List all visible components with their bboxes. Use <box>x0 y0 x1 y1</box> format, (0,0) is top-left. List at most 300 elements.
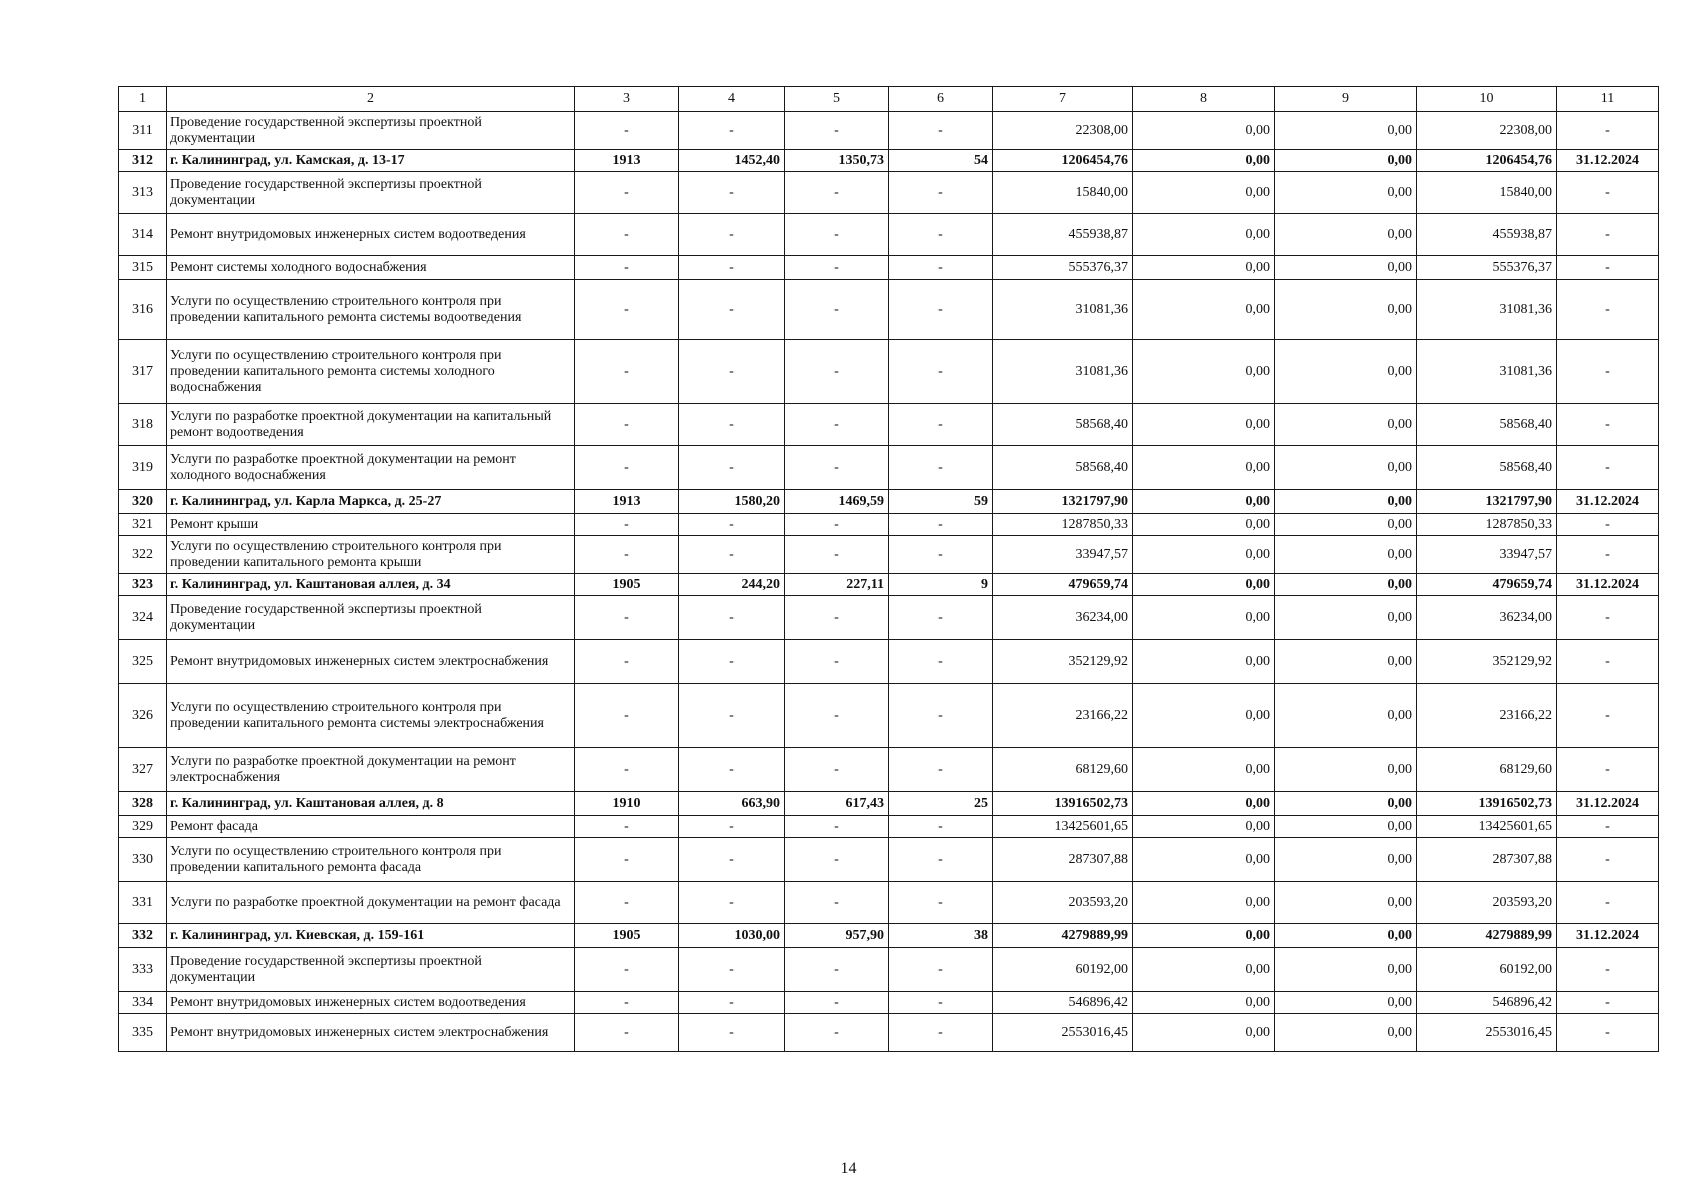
cost-total-cell: 22308,00 <box>993 112 1133 150</box>
cost-owners-cell: 1321797,90 <box>1417 490 1557 514</box>
year-cell: - <box>575 640 679 684</box>
cost-owners-cell: 15840,00 <box>1417 172 1557 214</box>
year-cell: - <box>575 112 679 150</box>
cost-owners-cell: 203593,20 <box>1417 882 1557 924</box>
residents-count-cell: - <box>889 596 993 640</box>
cost-other-cell: 0,00 <box>1275 340 1417 404</box>
cost-total-cell: 60192,00 <box>993 948 1133 992</box>
cost-total-cell: 31081,36 <box>993 340 1133 404</box>
cost-owners-cell: 23166,22 <box>1417 684 1557 748</box>
area-total-cell: - <box>679 748 785 792</box>
cost-total-cell: 58568,40 <box>993 404 1133 446</box>
area-total-cell: - <box>679 280 785 340</box>
residents-count-cell: - <box>889 816 993 838</box>
table-row <box>119 882 1659 924</box>
row-number-cell: 330 <box>119 838 167 882</box>
area-living-cell: 227,11 <box>785 574 889 596</box>
deadline-cell: - <box>1557 640 1659 684</box>
deadline-cell: - <box>1557 340 1659 404</box>
cost-owners-cell: 1287850,33 <box>1417 514 1557 536</box>
residents-count-cell: - <box>889 514 993 536</box>
residents-count-cell: 38 <box>889 924 993 948</box>
year-cell: - <box>575 536 679 574</box>
cost-other-cell: 0,00 <box>1275 150 1417 172</box>
area-living-cell: 617,43 <box>785 792 889 816</box>
residents-count-cell: - <box>889 214 993 256</box>
residents-count-cell: 54 <box>889 150 993 172</box>
cost-fund-cell: 0,00 <box>1133 172 1275 214</box>
cost-total-cell: 68129,60 <box>993 748 1133 792</box>
column-header: 4 <box>679 87 785 112</box>
cost-owners-cell: 22308,00 <box>1417 112 1557 150</box>
area-living-cell: 1469,59 <box>785 490 889 514</box>
cost-fund-cell: 0,00 <box>1133 446 1275 490</box>
cost-fund-cell: 0,00 <box>1133 748 1275 792</box>
address-row <box>119 150 1659 172</box>
cost-owners-cell: 13916502,73 <box>1417 792 1557 816</box>
deadline-cell: - <box>1557 514 1659 536</box>
cost-fund-cell: 0,00 <box>1133 992 1275 1014</box>
row-number-cell: 324 <box>119 596 167 640</box>
table-row <box>119 214 1659 256</box>
work-description-cell: г. Калининград, ул. Камская, д. 13-17 <box>167 150 575 172</box>
work-description-cell: г. Калининград, ул. Каштановая аллея, д. 8 <box>167 792 575 816</box>
row-number-cell: 321 <box>119 514 167 536</box>
row-number-cell: 311 <box>119 112 167 150</box>
cost-fund-cell: 0,00 <box>1133 792 1275 816</box>
cost-owners-cell: 33947,57 <box>1417 536 1557 574</box>
cost-owners-cell: 352129,92 <box>1417 640 1557 684</box>
cost-total-cell: 36234,00 <box>993 596 1133 640</box>
row-number-cell: 323 <box>119 574 167 596</box>
residents-count-cell: - <box>889 446 993 490</box>
year-cell: - <box>575 256 679 280</box>
work-description-cell: Ремонт внутридомовых инженерных систем электроснабжения <box>167 1014 575 1052</box>
work-description-cell: Ремонт внутридомовых инженерных систем водоотведения <box>167 214 575 256</box>
cost-other-cell: 0,00 <box>1275 404 1417 446</box>
deadline-cell: - <box>1557 992 1659 1014</box>
area-living-cell: - <box>785 404 889 446</box>
cost-fund-cell: 0,00 <box>1133 112 1275 150</box>
year-cell: - <box>575 446 679 490</box>
cost-fund-cell: 0,00 <box>1133 214 1275 256</box>
residents-count-cell: - <box>889 256 993 280</box>
area-total-cell: 244,20 <box>679 574 785 596</box>
deadline-cell: 31.12.2024 <box>1557 490 1659 514</box>
table-row <box>119 816 1659 838</box>
cost-other-cell: 0,00 <box>1275 490 1417 514</box>
area-living-cell: - <box>785 596 889 640</box>
residents-count-cell: - <box>889 340 993 404</box>
area-total-cell: - <box>679 684 785 748</box>
area-total-cell: 1452,40 <box>679 150 785 172</box>
area-total-cell: - <box>679 256 785 280</box>
work-description-cell: Ремонт крыши <box>167 514 575 536</box>
register-table <box>118 86 1659 1052</box>
table-row <box>119 1014 1659 1052</box>
deadline-cell: - <box>1557 404 1659 446</box>
table-row <box>119 992 1659 1014</box>
cost-total-cell: 13425601,65 <box>993 816 1133 838</box>
area-total-cell: - <box>679 172 785 214</box>
cost-fund-cell: 0,00 <box>1133 256 1275 280</box>
cost-fund-cell: 0,00 <box>1133 150 1275 172</box>
row-number-cell: 316 <box>119 280 167 340</box>
deadline-cell: 31.12.2024 <box>1557 574 1659 596</box>
cost-other-cell: 0,00 <box>1275 640 1417 684</box>
address-row <box>119 924 1659 948</box>
area-total-cell: - <box>679 948 785 992</box>
row-number-cell: 333 <box>119 948 167 992</box>
residents-count-cell: - <box>889 748 993 792</box>
deadline-cell: 31.12.2024 <box>1557 792 1659 816</box>
table-row <box>119 536 1659 574</box>
row-number-cell: 312 <box>119 150 167 172</box>
residents-count-cell: - <box>889 882 993 924</box>
table-row <box>119 446 1659 490</box>
area-total-cell: - <box>679 404 785 446</box>
table-row <box>119 172 1659 214</box>
area-total-cell: - <box>679 816 785 838</box>
cost-owners-cell: 60192,00 <box>1417 948 1557 992</box>
cost-total-cell: 1287850,33 <box>993 514 1133 536</box>
row-number-cell: 314 <box>119 214 167 256</box>
cost-other-cell: 0,00 <box>1275 536 1417 574</box>
cost-fund-cell: 0,00 <box>1133 536 1275 574</box>
cost-total-cell: 4279889,99 <box>993 924 1133 948</box>
area-living-cell: - <box>785 514 889 536</box>
cost-fund-cell: 0,00 <box>1133 684 1275 748</box>
cost-total-cell: 2553016,45 <box>993 1014 1133 1052</box>
work-description-cell: Услуги по разработке проектной документации на ремонт электроснабжения <box>167 748 575 792</box>
deadline-cell: - <box>1557 948 1659 992</box>
row-number-cell: 317 <box>119 340 167 404</box>
year-cell: - <box>575 748 679 792</box>
work-description-cell: Ремонт внутридомовых инженерных систем водоотведения <box>167 992 575 1014</box>
cost-fund-cell: 0,00 <box>1133 574 1275 596</box>
work-description-cell: Услуги по разработке проектной документации на ремонт холодного водоснабжения <box>167 446 575 490</box>
row-number-cell: 325 <box>119 640 167 684</box>
area-total-cell: - <box>679 640 785 684</box>
cost-other-cell: 0,00 <box>1275 574 1417 596</box>
area-living-cell: - <box>785 838 889 882</box>
deadline-cell: - <box>1557 684 1659 748</box>
work-description-cell: Услуги по осуществлению строительного контроля при проведении капитального ремонта фасада <box>167 838 575 882</box>
row-number-cell: 328 <box>119 792 167 816</box>
cost-fund-cell: 0,00 <box>1133 340 1275 404</box>
area-total-cell: - <box>679 340 785 404</box>
cost-owners-cell: 1206454,76 <box>1417 150 1557 172</box>
area-living-cell: - <box>785 992 889 1014</box>
cost-other-cell: 0,00 <box>1275 514 1417 536</box>
cost-other-cell: 0,00 <box>1275 596 1417 640</box>
residents-count-cell: - <box>889 684 993 748</box>
address-row <box>119 490 1659 514</box>
column-header: 11 <box>1557 87 1659 112</box>
cost-total-cell: 479659,74 <box>993 574 1133 596</box>
cost-owners-cell: 555376,37 <box>1417 256 1557 280</box>
work-description-cell: г. Калининград, ул. Киевская, д. 159-161 <box>167 924 575 948</box>
area-living-cell: - <box>785 948 889 992</box>
year-cell: - <box>575 684 679 748</box>
cost-fund-cell: 0,00 <box>1133 280 1275 340</box>
work-description-cell: Проведение государственной экспертизы проектной документации <box>167 112 575 150</box>
cost-fund-cell: 0,00 <box>1133 596 1275 640</box>
work-description-cell: г. Калининград, ул. Карла Маркса, д. 25-27 <box>167 490 575 514</box>
area-total-cell: - <box>679 596 785 640</box>
residents-count-cell: - <box>889 172 993 214</box>
row-number-cell: 335 <box>119 1014 167 1052</box>
year-cell: 1910 <box>575 792 679 816</box>
cost-fund-cell: 0,00 <box>1133 640 1275 684</box>
area-total-cell: - <box>679 838 785 882</box>
table-row <box>119 838 1659 882</box>
address-row <box>119 574 1659 596</box>
table-row <box>119 514 1659 536</box>
residents-count-cell: - <box>889 640 993 684</box>
work-description-cell: Услуги по разработке проектной документации на капитальный ремонт водоотведения <box>167 404 575 446</box>
column-header: 1 <box>119 87 167 112</box>
cost-owners-cell: 455938,87 <box>1417 214 1557 256</box>
table-row <box>119 640 1659 684</box>
area-living-cell: - <box>785 340 889 404</box>
residents-count-cell: - <box>889 838 993 882</box>
column-header: 6 <box>889 87 993 112</box>
year-cell: - <box>575 172 679 214</box>
year-cell: - <box>575 340 679 404</box>
cost-owners-cell: 4279889,99 <box>1417 924 1557 948</box>
cost-other-cell: 0,00 <box>1275 882 1417 924</box>
cost-other-cell: 0,00 <box>1275 924 1417 948</box>
deadline-cell: 31.12.2024 <box>1557 924 1659 948</box>
deadline-cell: - <box>1557 536 1659 574</box>
column-header: 10 <box>1417 87 1557 112</box>
residents-count-cell: - <box>889 280 993 340</box>
column-header: 8 <box>1133 87 1275 112</box>
area-living-cell: - <box>785 1014 889 1052</box>
row-number-cell: 329 <box>119 816 167 838</box>
row-number-cell: 334 <box>119 992 167 1014</box>
cost-total-cell: 15840,00 <box>993 172 1133 214</box>
year-cell: - <box>575 1014 679 1052</box>
area-total-cell: - <box>679 112 785 150</box>
deadline-cell: - <box>1557 748 1659 792</box>
deadline-cell: - <box>1557 596 1659 640</box>
cost-total-cell: 455938,87 <box>993 214 1133 256</box>
residents-count-cell: - <box>889 112 993 150</box>
deadline-cell: - <box>1557 446 1659 490</box>
column-number-header-row <box>119 87 1659 112</box>
row-number-cell: 322 <box>119 536 167 574</box>
table-row <box>119 280 1659 340</box>
work-description-cell: Услуги по разработке проектной документации на ремонт фасада <box>167 882 575 924</box>
work-description-cell: Услуги по осуществлению строительного контроля при проведении капитального ремонта системы холодного водоснабжения <box>167 340 575 404</box>
work-description-cell: Ремонт внутридомовых инженерных систем электроснабжения <box>167 640 575 684</box>
cost-fund-cell: 0,00 <box>1133 882 1275 924</box>
table-row <box>119 748 1659 792</box>
area-total-cell: - <box>679 446 785 490</box>
area-living-cell: 957,90 <box>785 924 889 948</box>
row-number-cell: 318 <box>119 404 167 446</box>
row-number-cell: 326 <box>119 684 167 748</box>
cost-owners-cell: 31081,36 <box>1417 340 1557 404</box>
area-living-cell: - <box>785 640 889 684</box>
area-total-cell: - <box>679 1014 785 1052</box>
table-row <box>119 948 1659 992</box>
table-row <box>119 340 1659 404</box>
year-cell: 1905 <box>575 924 679 948</box>
deadline-cell: - <box>1557 172 1659 214</box>
year-cell: - <box>575 280 679 340</box>
deadline-cell: - <box>1557 214 1659 256</box>
cost-other-cell: 0,00 <box>1275 948 1417 992</box>
page-number: 14 <box>840 1160 857 1177</box>
work-description-cell: Услуги по осуществлению строительного контроля при проведении капитального ремонта системы электроснабжения <box>167 684 575 748</box>
area-living-cell: - <box>785 112 889 150</box>
year-cell: - <box>575 992 679 1014</box>
cost-total-cell: 203593,20 <box>993 882 1133 924</box>
residents-count-cell: - <box>889 404 993 446</box>
cost-owners-cell: 2553016,45 <box>1417 1014 1557 1052</box>
cost-other-cell: 0,00 <box>1275 748 1417 792</box>
cost-fund-cell: 0,00 <box>1133 816 1275 838</box>
year-cell: - <box>575 838 679 882</box>
table-row <box>119 256 1659 280</box>
work-description-cell: Ремонт фасада <box>167 816 575 838</box>
cost-total-cell: 23166,22 <box>993 684 1133 748</box>
column-header: 9 <box>1275 87 1417 112</box>
residents-count-cell: 59 <box>889 490 993 514</box>
cost-fund-cell: 0,00 <box>1133 838 1275 882</box>
table-row <box>119 596 1659 640</box>
work-description-cell: Проведение государственной экспертизы проектной документации <box>167 948 575 992</box>
deadline-cell: - <box>1557 816 1659 838</box>
cost-other-cell: 0,00 <box>1275 792 1417 816</box>
register-table-container <box>118 86 1658 1052</box>
cost-fund-cell: 0,00 <box>1133 514 1275 536</box>
cost-total-cell: 555376,37 <box>993 256 1133 280</box>
year-cell: - <box>575 596 679 640</box>
year-cell: - <box>575 404 679 446</box>
cost-total-cell: 1206454,76 <box>993 150 1133 172</box>
cost-other-cell: 0,00 <box>1275 214 1417 256</box>
row-number-cell: 332 <box>119 924 167 948</box>
work-description-cell: Ремонт системы холодного водоснабжения <box>167 256 575 280</box>
cost-total-cell: 13916502,73 <box>993 792 1133 816</box>
residents-count-cell: 9 <box>889 574 993 596</box>
residents-count-cell: - <box>889 992 993 1014</box>
area-total-cell: - <box>679 214 785 256</box>
deadline-cell: - <box>1557 256 1659 280</box>
year-cell: - <box>575 816 679 838</box>
area-total-cell: 1030,00 <box>679 924 785 948</box>
area-living-cell: - <box>785 684 889 748</box>
cost-other-cell: 0,00 <box>1275 280 1417 340</box>
column-header: 3 <box>575 87 679 112</box>
area-living-cell: - <box>785 172 889 214</box>
year-cell: 1905 <box>575 574 679 596</box>
cost-other-cell: 0,00 <box>1275 992 1417 1014</box>
area-total-cell: 1580,20 <box>679 490 785 514</box>
deadline-cell: - <box>1557 1014 1659 1052</box>
deadline-cell: - <box>1557 838 1659 882</box>
residents-count-cell: - <box>889 536 993 574</box>
column-header: 7 <box>993 87 1133 112</box>
cost-owners-cell: 479659,74 <box>1417 574 1557 596</box>
cost-total-cell: 352129,92 <box>993 640 1133 684</box>
area-living-cell: - <box>785 816 889 838</box>
work-description-cell: Услуги по осуществлению строительного контроля при проведении капитального ремонта системы водоотведения <box>167 280 575 340</box>
year-cell: 1913 <box>575 150 679 172</box>
column-header: 5 <box>785 87 889 112</box>
area-living-cell: - <box>785 536 889 574</box>
area-living-cell: 1350,73 <box>785 150 889 172</box>
cost-other-cell: 0,00 <box>1275 838 1417 882</box>
row-number-cell: 327 <box>119 748 167 792</box>
row-number-cell: 315 <box>119 256 167 280</box>
area-total-cell: - <box>679 882 785 924</box>
area-living-cell: - <box>785 214 889 256</box>
cost-fund-cell: 0,00 <box>1133 948 1275 992</box>
table-row <box>119 404 1659 446</box>
area-living-cell: - <box>785 256 889 280</box>
area-living-cell: - <box>785 280 889 340</box>
year-cell: - <box>575 214 679 256</box>
cost-other-cell: 0,00 <box>1275 112 1417 150</box>
work-description-cell: Проведение государственной экспертизы проектной документации <box>167 172 575 214</box>
area-total-cell: 663,90 <box>679 792 785 816</box>
cost-total-cell: 31081,36 <box>993 280 1133 340</box>
cost-total-cell: 58568,40 <box>993 446 1133 490</box>
cost-other-cell: 0,00 <box>1275 172 1417 214</box>
year-cell: - <box>575 948 679 992</box>
table-body <box>119 87 1659 1052</box>
area-living-cell: - <box>785 882 889 924</box>
row-number-cell: 313 <box>119 172 167 214</box>
residents-count-cell: - <box>889 1014 993 1052</box>
table-row <box>119 684 1659 748</box>
cost-owners-cell: 287307,88 <box>1417 838 1557 882</box>
address-row <box>119 792 1659 816</box>
cost-fund-cell: 0,00 <box>1133 490 1275 514</box>
year-cell: - <box>575 882 679 924</box>
cost-other-cell: 0,00 <box>1275 446 1417 490</box>
year-cell: - <box>575 514 679 536</box>
area-total-cell: - <box>679 992 785 1014</box>
cost-fund-cell: 0,00 <box>1133 404 1275 446</box>
area-total-cell: - <box>679 536 785 574</box>
cost-fund-cell: 0,00 <box>1133 1014 1275 1052</box>
cost-owners-cell: 58568,40 <box>1417 446 1557 490</box>
cost-other-cell: 0,00 <box>1275 816 1417 838</box>
cost-total-cell: 1321797,90 <box>993 490 1133 514</box>
work-description-cell: Проведение государственной экспертизы проектной документации <box>167 596 575 640</box>
cost-total-cell: 33947,57 <box>993 536 1133 574</box>
row-number-cell: 320 <box>119 490 167 514</box>
area-living-cell: - <box>785 748 889 792</box>
row-number-cell: 331 <box>119 882 167 924</box>
work-description-cell: Услуги по осуществлению строительного контроля при проведении капитального ремонта крыши <box>167 536 575 574</box>
cost-owners-cell: 36234,00 <box>1417 596 1557 640</box>
cost-total-cell: 546896,42 <box>993 992 1133 1014</box>
table-row <box>119 112 1659 150</box>
column-header: 2 <box>167 87 575 112</box>
area-living-cell: - <box>785 446 889 490</box>
deadline-cell: - <box>1557 112 1659 150</box>
cost-owners-cell: 68129,60 <box>1417 748 1557 792</box>
cost-owners-cell: 13425601,65 <box>1417 816 1557 838</box>
area-total-cell: - <box>679 514 785 536</box>
